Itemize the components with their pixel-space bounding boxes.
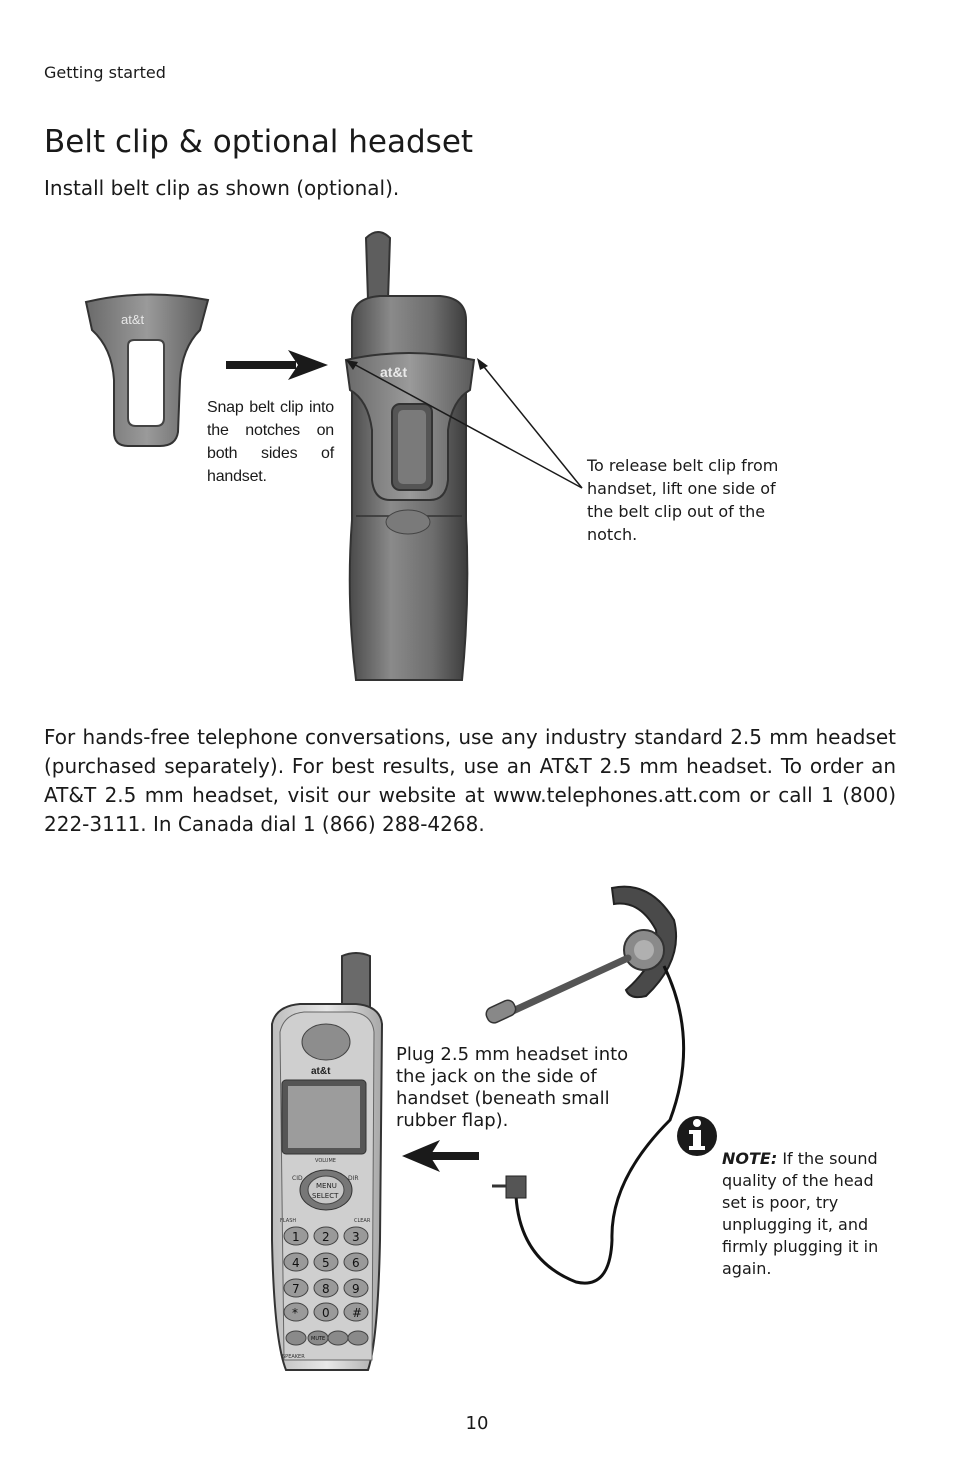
flash-label: FLASH <box>280 1218 297 1224</box>
mute-label: MUTE <box>311 1336 326 1342</box>
volume-label: VOLUME <box>315 1158 336 1164</box>
key-7 <box>284 1279 308 1297</box>
svg-text:8: 8 <box>322 1282 330 1296</box>
key-1 <box>284 1227 308 1245</box>
plug-callout: Plug 2.5 mm headset into the jack on the side of handset (beneath small rubber flap). <box>396 1044 629 1131</box>
cid-label: CID <box>292 1175 303 1182</box>
left-arrow-icon <box>402 1140 479 1172</box>
key-star <box>284 1303 308 1321</box>
handset-logo-text: at&t <box>380 364 408 380</box>
svg-text:*: * <box>292 1306 298 1320</box>
svg-text:6: 6 <box>352 1256 360 1270</box>
key-5 <box>314 1253 338 1271</box>
select-label: SELECT <box>312 1192 339 1200</box>
intro-text: Install belt clip as shown (optional). <box>44 176 400 200</box>
key-3 <box>344 1227 368 1245</box>
note-label: NOTE: <box>722 1149 778 1168</box>
svg-text:3: 3 <box>352 1230 360 1244</box>
handset-brand-text: at&t <box>311 1066 331 1077</box>
page-number: 10 <box>465 1413 489 1434</box>
cordless-handset-illustration <box>272 953 382 1370</box>
key-4 <box>284 1253 308 1271</box>
key-2 <box>314 1227 338 1245</box>
dir-label: DIR <box>348 1175 359 1182</box>
snap-callout: Snap belt clip into the notches on both sides of handset. <box>207 399 334 485</box>
svg-text:0: 0 <box>322 1306 330 1320</box>
svg-text:5: 5 <box>322 1256 330 1270</box>
clip-logo-text: at&t <box>121 312 145 327</box>
svg-text:4: 4 <box>292 1256 300 1270</box>
svg-text:9: 9 <box>352 1282 360 1296</box>
speaker-label: SPEAKER <box>282 1354 305 1360</box>
svg-text:1: 1 <box>292 1230 300 1244</box>
release-callout: To release belt clip from handset, lift one side of the belt clip out of the notch. <box>587 456 779 544</box>
note-box <box>722 1148 902 1280</box>
page-title: Belt clip & optional headset <box>44 124 474 160</box>
info-icon <box>677 1116 717 1156</box>
key-9 <box>344 1279 368 1297</box>
key-0 <box>314 1303 338 1321</box>
svg-text:2: 2 <box>322 1230 330 1244</box>
menu-label: MENU <box>316 1182 337 1190</box>
key-8 <box>314 1279 338 1297</box>
clear-label: CLEAR <box>354 1218 371 1224</box>
key-6 <box>344 1253 368 1271</box>
svg-text:#: # <box>352 1306 363 1320</box>
note-text: If the sound quality of the head set is poor, try unplugging it, and firmly plugging it in again. <box>722 1149 879 1278</box>
headset-paragraph: For hands-free telephone conversations, use any industry standard 2.5 mm headset (purchased separately). For best results, use an AT&T 2.5 mm headset. To order an AT&T 2.5 mm headset, visit our website at www.telephones.att.com or call 1 (800) 222-3111. In Canada dial 1 (866) 288-4268. <box>44 725 896 836</box>
svg-text:7: 7 <box>292 1282 300 1296</box>
section-label: Getting started <box>44 63 166 82</box>
key-hash <box>344 1303 368 1321</box>
